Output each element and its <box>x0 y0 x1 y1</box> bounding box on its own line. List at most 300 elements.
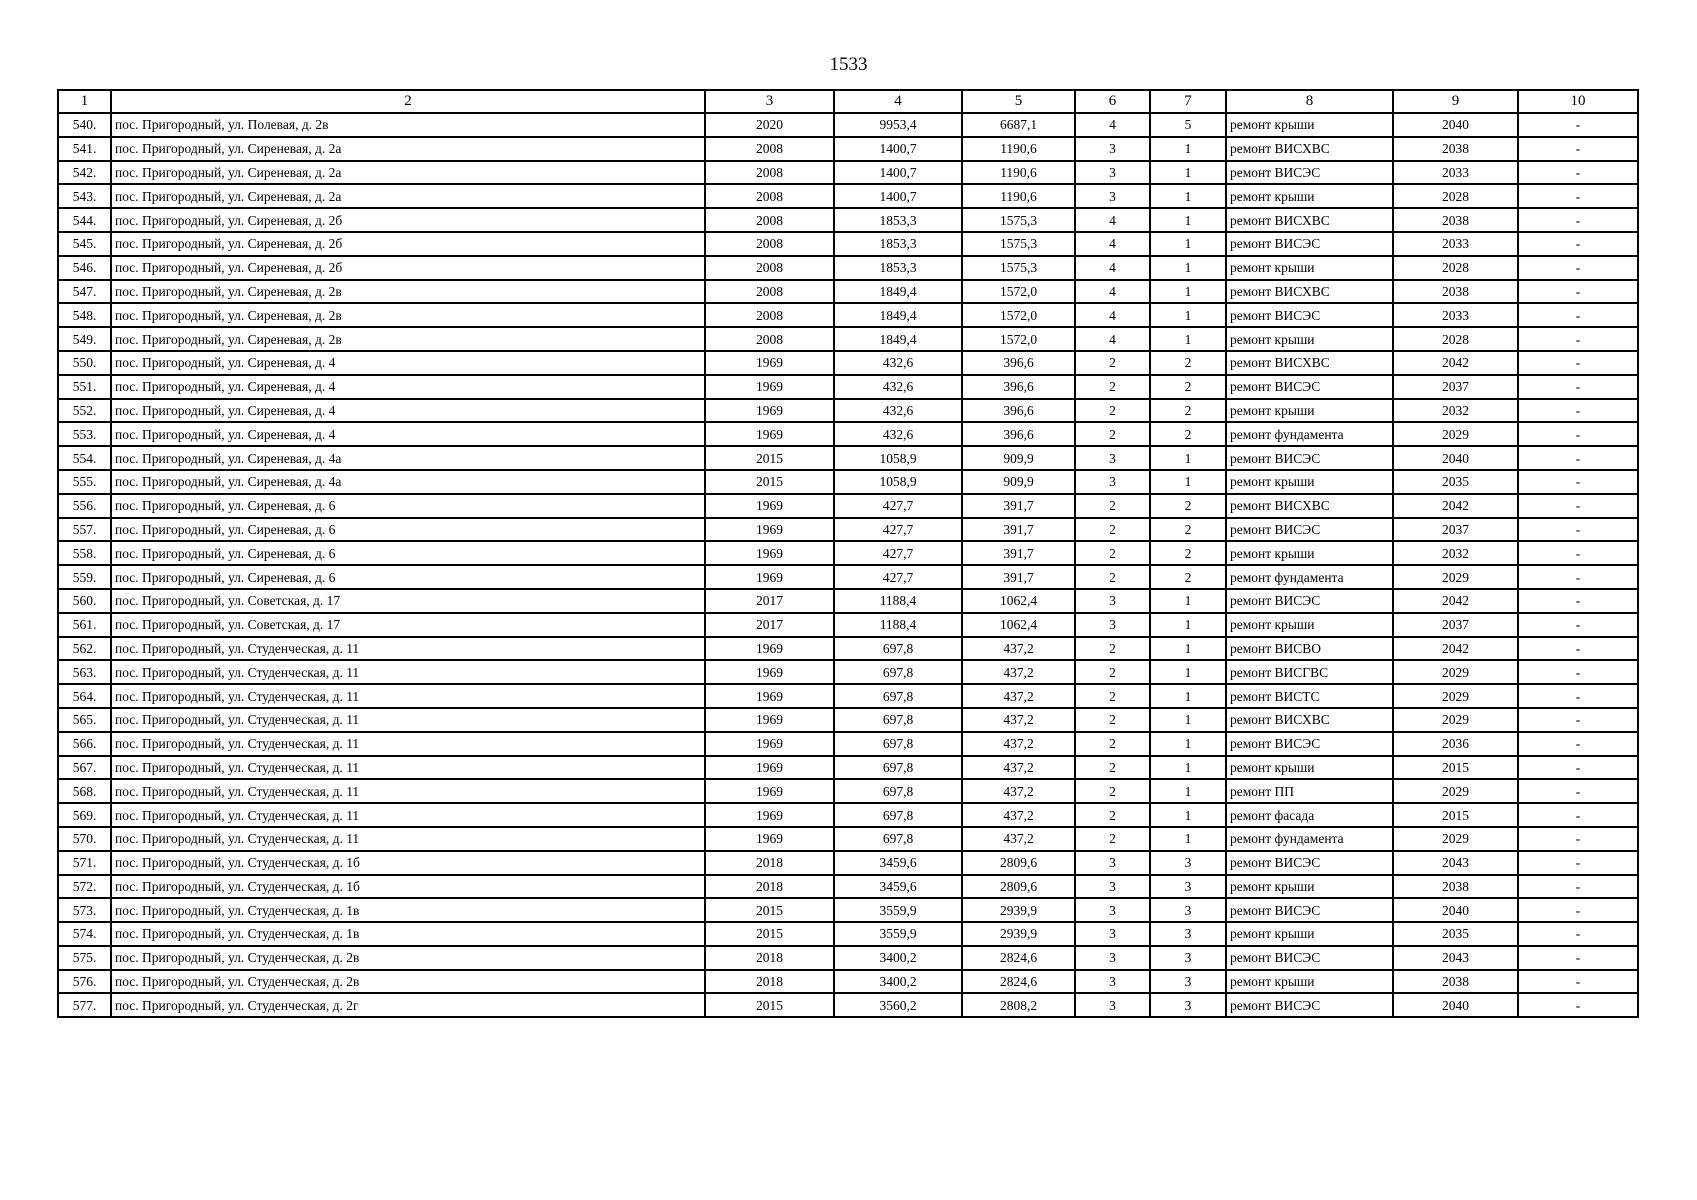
cell-floors: 3 <box>1075 137 1150 161</box>
cell-note: - <box>1518 303 1638 327</box>
cell-work-type: ремонт ВИСТС <box>1226 684 1393 708</box>
cell-address: пос. Пригородный, ул. Советская, д. 17 <box>111 589 705 613</box>
cell-total-area: 1058,9 <box>834 470 962 494</box>
cell-year-built: 2008 <box>705 137 834 161</box>
cell-living-area: 437,2 <box>962 637 1075 661</box>
cell-work-type: ремонт крыши <box>1226 613 1393 637</box>
table-row <box>58 303 1638 327</box>
cell-year-built: 1969 <box>705 827 834 851</box>
table-row <box>58 184 1638 208</box>
cell-repair-year: 2037 <box>1393 613 1518 637</box>
cell-address: пос. Пригородный, ул. Сиреневая, д. 2а <box>111 184 705 208</box>
cell-total-area: 1849,4 <box>834 327 962 351</box>
cell-row-number: 571. <box>58 851 111 875</box>
cell-floors: 2 <box>1075 708 1150 732</box>
cell-work-type: ремонт ВИСЭС <box>1226 589 1393 613</box>
cell-note: - <box>1518 970 1638 994</box>
cell-living-area: 2939,9 <box>962 898 1075 922</box>
table-row <box>58 446 1638 470</box>
cell-note: - <box>1518 851 1638 875</box>
cell-work-type: ремонт ВИСЭС <box>1226 232 1393 256</box>
cell-total-area: 3559,9 <box>834 898 962 922</box>
cell-address: пос. Пригородный, ул. Сиреневая, д. 6 <box>111 494 705 518</box>
cell-total-area: 3459,6 <box>834 851 962 875</box>
cell-floors: 3 <box>1075 446 1150 470</box>
cell-entrances: 2 <box>1150 565 1226 589</box>
cell-living-area: 2808,2 <box>962 993 1075 1017</box>
cell-floors: 2 <box>1075 779 1150 803</box>
cell-row-number: 574. <box>58 922 111 946</box>
cell-floors: 2 <box>1075 684 1150 708</box>
table-row <box>58 851 1638 875</box>
cell-repair-year: 2032 <box>1393 399 1518 423</box>
cell-row-number: 554. <box>58 446 111 470</box>
cell-repair-year: 2038 <box>1393 280 1518 304</box>
cell-total-area: 1853,3 <box>834 232 962 256</box>
cell-entrances: 1 <box>1150 613 1226 637</box>
cell-note: - <box>1518 922 1638 946</box>
cell-year-built: 1969 <box>705 541 834 565</box>
cell-row-number: 569. <box>58 803 111 827</box>
cell-row-number: 575. <box>58 946 111 970</box>
cell-total-area: 1400,7 <box>834 137 962 161</box>
cell-floors: 3 <box>1075 875 1150 899</box>
table-row <box>58 422 1638 446</box>
cell-year-built: 1969 <box>705 684 834 708</box>
cell-floors: 3 <box>1075 898 1150 922</box>
table-row <box>58 708 1638 732</box>
cell-living-area: 1572,0 <box>962 327 1075 351</box>
cell-living-area: 1575,3 <box>962 256 1075 280</box>
cell-floors: 2 <box>1075 732 1150 756</box>
cell-year-built: 2017 <box>705 613 834 637</box>
cell-floors: 4 <box>1075 208 1150 232</box>
cell-floors: 2 <box>1075 660 1150 684</box>
cell-address: пос. Пригородный, ул. Студенческая, д. 1б <box>111 851 705 875</box>
cell-work-type: ремонт ВИСЭС <box>1226 946 1393 970</box>
cell-floors: 2 <box>1075 827 1150 851</box>
table-row <box>58 565 1638 589</box>
cell-year-built: 1969 <box>705 779 834 803</box>
table-row <box>58 280 1638 304</box>
cell-address: пос. Пригородный, ул. Сиреневая, д. 2а <box>111 137 705 161</box>
cell-address: пос. Пригородный, ул. Студенческая, д. 2г <box>111 993 705 1017</box>
cell-repair-year: 2040 <box>1393 898 1518 922</box>
cell-living-area: 1575,3 <box>962 208 1075 232</box>
cell-living-area: 437,2 <box>962 779 1075 803</box>
cell-row-number: 546. <box>58 256 111 280</box>
cell-row-number: 561. <box>58 613 111 637</box>
cell-living-area: 1575,3 <box>962 232 1075 256</box>
column-header-2: 2 <box>111 90 705 113</box>
cell-repair-year: 2029 <box>1393 565 1518 589</box>
table-row <box>58 494 1638 518</box>
cell-note: - <box>1518 208 1638 232</box>
cell-address: пос. Пригородный, ул. Сиреневая, д. 2в <box>111 280 705 304</box>
cell-row-number: 540. <box>58 113 111 137</box>
cell-floors: 3 <box>1075 922 1150 946</box>
cell-entrances: 2 <box>1150 422 1226 446</box>
cell-year-built: 2008 <box>705 303 834 327</box>
cell-floors: 4 <box>1075 113 1150 137</box>
cell-row-number: 544. <box>58 208 111 232</box>
cell-year-built: 1969 <box>705 708 834 732</box>
cell-row-number: 541. <box>58 137 111 161</box>
cell-work-type: ремонт ВИСЭС <box>1226 161 1393 185</box>
cell-repair-year: 2029 <box>1393 779 1518 803</box>
cell-row-number: 542. <box>58 161 111 185</box>
cell-floors: 2 <box>1075 422 1150 446</box>
cell-living-area: 391,7 <box>962 518 1075 542</box>
cell-living-area: 437,2 <box>962 708 1075 732</box>
cell-row-number: 547. <box>58 280 111 304</box>
cell-work-type: ремонт крыши <box>1226 470 1393 494</box>
cell-total-area: 1849,4 <box>834 303 962 327</box>
cell-total-area: 1188,4 <box>834 589 962 613</box>
cell-row-number: 558. <box>58 541 111 565</box>
cell-total-area: 427,7 <box>834 565 962 589</box>
cell-note: - <box>1518 756 1638 780</box>
cell-work-type: ремонт ПП <box>1226 779 1393 803</box>
cell-note: - <box>1518 803 1638 827</box>
table-row <box>58 732 1638 756</box>
cell-entrances: 1 <box>1150 232 1226 256</box>
cell-row-number: 559. <box>58 565 111 589</box>
cell-work-type: ремонт ВИСВО <box>1226 637 1393 661</box>
cell-address: пос. Пригородный, ул. Сиреневая, д. 2в <box>111 327 705 351</box>
table-row <box>58 399 1638 423</box>
cell-row-number: 553. <box>58 422 111 446</box>
cell-entrances: 2 <box>1150 399 1226 423</box>
cell-row-number: 577. <box>58 993 111 1017</box>
table-row <box>58 946 1638 970</box>
cell-row-number: 551. <box>58 375 111 399</box>
cell-row-number: 565. <box>58 708 111 732</box>
cell-note: - <box>1518 494 1638 518</box>
cell-floors: 2 <box>1075 494 1150 518</box>
cell-year-built: 1969 <box>705 422 834 446</box>
table-row <box>58 589 1638 613</box>
column-header-4: 4 <box>834 90 962 113</box>
cell-row-number: 549. <box>58 327 111 351</box>
table-row <box>58 518 1638 542</box>
cell-repair-year: 2036 <box>1393 732 1518 756</box>
cell-note: - <box>1518 518 1638 542</box>
table-row <box>58 803 1638 827</box>
cell-floors: 4 <box>1075 256 1150 280</box>
cell-work-type: ремонт крыши <box>1226 970 1393 994</box>
table-row <box>58 232 1638 256</box>
cell-row-number: 566. <box>58 732 111 756</box>
cell-floors: 3 <box>1075 993 1150 1017</box>
table-row <box>58 351 1638 375</box>
table-header-row <box>58 90 1638 113</box>
table-row <box>58 137 1638 161</box>
column-header-8: 8 <box>1226 90 1393 113</box>
cell-row-number: 550. <box>58 351 111 375</box>
cell-note: - <box>1518 875 1638 899</box>
cell-row-number: 564. <box>58 684 111 708</box>
cell-living-area: 391,7 <box>962 565 1075 589</box>
cell-floors: 2 <box>1075 351 1150 375</box>
cell-entrances: 1 <box>1150 280 1226 304</box>
cell-total-area: 697,8 <box>834 637 962 661</box>
cell-year-built: 1969 <box>705 660 834 684</box>
cell-repair-year: 2040 <box>1393 113 1518 137</box>
table-body <box>58 113 1638 1017</box>
cell-entrances: 1 <box>1150 327 1226 351</box>
cell-address: пос. Пригородный, ул. Сиреневая, д. 2б <box>111 208 705 232</box>
cell-entrances: 1 <box>1150 161 1226 185</box>
cell-note: - <box>1518 470 1638 494</box>
cell-work-type: ремонт ВИСЭС <box>1226 732 1393 756</box>
cell-work-type: ремонт крыши <box>1226 399 1393 423</box>
cell-row-number: 570. <box>58 827 111 851</box>
cell-year-built: 2008 <box>705 208 834 232</box>
table-row <box>58 541 1638 565</box>
cell-work-type: ремонт крыши <box>1226 184 1393 208</box>
cell-row-number: 555. <box>58 470 111 494</box>
cell-address: пос. Пригородный, ул. Студенческая, д. 11 <box>111 803 705 827</box>
cell-total-area: 1400,7 <box>834 184 962 208</box>
cell-total-area: 697,8 <box>834 660 962 684</box>
cell-entrances: 3 <box>1150 898 1226 922</box>
cell-address: пос. Пригородный, ул. Студенческая, д. 2в <box>111 970 705 994</box>
table-row <box>58 875 1638 899</box>
cell-work-type: ремонт крыши <box>1226 256 1393 280</box>
cell-living-area: 396,6 <box>962 399 1075 423</box>
cell-repair-year: 2029 <box>1393 422 1518 446</box>
cell-address: пос. Пригородный, ул. Сиреневая, д. 4а <box>111 470 705 494</box>
cell-entrances: 3 <box>1150 970 1226 994</box>
cell-living-area: 396,6 <box>962 351 1075 375</box>
cell-entrances: 3 <box>1150 851 1226 875</box>
cell-row-number: 562. <box>58 637 111 661</box>
cell-year-built: 1969 <box>705 637 834 661</box>
cell-living-area: 437,2 <box>962 732 1075 756</box>
cell-living-area: 1190,6 <box>962 184 1075 208</box>
cell-entrances: 1 <box>1150 137 1226 161</box>
table-row <box>58 827 1638 851</box>
cell-repair-year: 2042 <box>1393 637 1518 661</box>
table-row <box>58 375 1638 399</box>
cell-year-built: 2018 <box>705 851 834 875</box>
cell-work-type: ремонт фундамента <box>1226 827 1393 851</box>
column-header-3: 3 <box>705 90 834 113</box>
table-row <box>58 161 1638 185</box>
column-header-5: 5 <box>962 90 1075 113</box>
cell-entrances: 1 <box>1150 256 1226 280</box>
cell-year-built: 2017 <box>705 589 834 613</box>
cell-address: пос. Пригородный, ул. Сиреневая, д. 4 <box>111 375 705 399</box>
cell-repair-year: 2029 <box>1393 708 1518 732</box>
cell-address: пос. Пригородный, ул. Сиреневая, д. 4 <box>111 399 705 423</box>
cell-total-area: 697,8 <box>834 708 962 732</box>
cell-work-type: ремонт крыши <box>1226 922 1393 946</box>
cell-living-area: 909,9 <box>962 470 1075 494</box>
cell-entrances: 1 <box>1150 803 1226 827</box>
cell-repair-year: 2038 <box>1393 208 1518 232</box>
cell-year-built: 2008 <box>705 161 834 185</box>
cell-row-number: 572. <box>58 875 111 899</box>
cell-address: пос. Пригородный, ул. Сиреневая, д. 6 <box>111 565 705 589</box>
cell-row-number: 545. <box>58 232 111 256</box>
cell-entrances: 1 <box>1150 184 1226 208</box>
table-row <box>58 113 1638 137</box>
cell-repair-year: 2038 <box>1393 875 1518 899</box>
cell-note: - <box>1518 993 1638 1017</box>
table-row <box>58 208 1638 232</box>
table-row <box>58 779 1638 803</box>
cell-work-type: ремонт ВИСЭС <box>1226 993 1393 1017</box>
cell-entrances: 1 <box>1150 827 1226 851</box>
cell-living-area: 1572,0 <box>962 303 1075 327</box>
cell-year-built: 2008 <box>705 280 834 304</box>
cell-total-area: 432,6 <box>834 375 962 399</box>
cell-entrances: 1 <box>1150 446 1226 470</box>
cell-repair-year: 2038 <box>1393 970 1518 994</box>
cell-living-area: 437,2 <box>962 684 1075 708</box>
cell-address: пос. Пригородный, ул. Сиреневая, д. 2в <box>111 303 705 327</box>
cell-repair-year: 2028 <box>1393 256 1518 280</box>
cell-floors: 3 <box>1075 851 1150 875</box>
cell-address: пос. Пригородный, ул. Студенческая, д. 11 <box>111 827 705 851</box>
cell-note: - <box>1518 399 1638 423</box>
page-number: 1533 <box>829 54 868 75</box>
cell-entrances: 1 <box>1150 637 1226 661</box>
cell-entrances: 1 <box>1150 684 1226 708</box>
cell-entrances: 5 <box>1150 113 1226 137</box>
cell-living-area: 391,7 <box>962 494 1075 518</box>
cell-living-area: 1190,6 <box>962 161 1075 185</box>
cell-row-number: 567. <box>58 756 111 780</box>
cell-living-area: 2809,6 <box>962 875 1075 899</box>
cell-work-type: ремонт ВИСЭС <box>1226 518 1393 542</box>
cell-total-area: 3560,2 <box>834 993 962 1017</box>
cell-note: - <box>1518 184 1638 208</box>
cell-address: пос. Пригородный, ул. Сиреневая, д. 4 <box>111 422 705 446</box>
cell-row-number: 560. <box>58 589 111 613</box>
cell-work-type: ремонт ВИСХВС <box>1226 708 1393 732</box>
cell-repair-year: 2035 <box>1393 922 1518 946</box>
cell-year-built: 2018 <box>705 875 834 899</box>
cell-repair-year: 2042 <box>1393 589 1518 613</box>
cell-entrances: 3 <box>1150 875 1226 899</box>
cell-work-type: ремонт ВИСГВС <box>1226 660 1393 684</box>
cell-year-built: 1969 <box>705 494 834 518</box>
cell-address: пос. Пригородный, ул. Студенческая, д. 1б <box>111 875 705 899</box>
cell-repair-year: 2042 <box>1393 351 1518 375</box>
cell-living-area: 1572,0 <box>962 280 1075 304</box>
cell-note: - <box>1518 779 1638 803</box>
cell-year-built: 2018 <box>705 970 834 994</box>
cell-address: пос. Пригородный, ул. Полевая, д. 2в <box>111 113 705 137</box>
column-header-7: 7 <box>1150 90 1226 113</box>
cell-floors: 3 <box>1075 970 1150 994</box>
cell-work-type: ремонт фундамента <box>1226 422 1393 446</box>
cell-entrances: 2 <box>1150 494 1226 518</box>
cell-year-built: 2008 <box>705 256 834 280</box>
cell-entrances: 1 <box>1150 732 1226 756</box>
cell-repair-year: 2033 <box>1393 161 1518 185</box>
cell-living-area: 396,6 <box>962 422 1075 446</box>
cell-living-area: 437,2 <box>962 803 1075 827</box>
cell-address: пос. Пригородный, ул. Студенческая, д. 11 <box>111 779 705 803</box>
cell-entrances: 2 <box>1150 375 1226 399</box>
cell-address: пос. Пригородный, ул. Студенческая, д. 11 <box>111 708 705 732</box>
cell-year-built: 1969 <box>705 399 834 423</box>
cell-floors: 3 <box>1075 613 1150 637</box>
cell-note: - <box>1518 256 1638 280</box>
cell-work-type: ремонт ВИСЭС <box>1226 446 1393 470</box>
table-row <box>58 256 1638 280</box>
cell-floors: 4 <box>1075 327 1150 351</box>
cell-floors: 2 <box>1075 637 1150 661</box>
cell-year-built: 1969 <box>705 518 834 542</box>
cell-work-type: ремонт ВИСЭС <box>1226 303 1393 327</box>
cell-entrances: 3 <box>1150 993 1226 1017</box>
cell-repair-year: 2040 <box>1393 993 1518 1017</box>
cell-living-area: 1190,6 <box>962 137 1075 161</box>
cell-entrances: 1 <box>1150 470 1226 494</box>
cell-repair-year: 2015 <box>1393 803 1518 827</box>
table-row <box>58 756 1638 780</box>
cell-note: - <box>1518 565 1638 589</box>
cell-work-type: ремонт ВИСХВС <box>1226 351 1393 375</box>
cell-work-type: ремонт ВИСЭС <box>1226 851 1393 875</box>
cell-entrances: 2 <box>1150 541 1226 565</box>
cell-living-area: 2824,6 <box>962 970 1075 994</box>
cell-note: - <box>1518 637 1638 661</box>
cell-floors: 2 <box>1075 756 1150 780</box>
cell-floors: 3 <box>1075 589 1150 613</box>
cell-repair-year: 2037 <box>1393 518 1518 542</box>
table-row <box>58 613 1638 637</box>
cell-address: пос. Пригородный, ул. Студенческая, д. 11 <box>111 637 705 661</box>
cell-year-built: 2015 <box>705 470 834 494</box>
cell-total-area: 427,7 <box>834 518 962 542</box>
cell-floors: 4 <box>1075 232 1150 256</box>
cell-work-type: ремонт ВИСХВС <box>1226 280 1393 304</box>
cell-note: - <box>1518 161 1638 185</box>
cell-total-area: 9953,4 <box>834 113 962 137</box>
cell-total-area: 432,6 <box>834 422 962 446</box>
cell-entrances: 1 <box>1150 708 1226 732</box>
cell-note: - <box>1518 541 1638 565</box>
cell-year-built: 2008 <box>705 327 834 351</box>
cell-row-number: 576. <box>58 970 111 994</box>
cell-address: пос. Пригородный, ул. Студенческая, д. 1в <box>111 922 705 946</box>
cell-total-area: 432,6 <box>834 399 962 423</box>
cell-total-area: 1849,4 <box>834 280 962 304</box>
cell-address: пос. Пригородный, ул. Студенческая, д. 2в <box>111 946 705 970</box>
cell-floors: 2 <box>1075 803 1150 827</box>
cell-address: пос. Пригородный, ул. Студенческая, д. 1в <box>111 898 705 922</box>
cell-address: пос. Пригородный, ул. Сиреневая, д. 4а <box>111 446 705 470</box>
cell-total-area: 697,8 <box>834 827 962 851</box>
cell-year-built: 1969 <box>705 375 834 399</box>
cell-living-area: 2824,6 <box>962 946 1075 970</box>
cell-repair-year: 2029 <box>1393 684 1518 708</box>
cell-address: пос. Пригородный, ул. Сиреневая, д. 6 <box>111 518 705 542</box>
table-row <box>58 637 1638 661</box>
cell-address: пос. Пригородный, ул. Студенческая, д. 11 <box>111 684 705 708</box>
table-row <box>58 898 1638 922</box>
cell-year-built: 1969 <box>705 565 834 589</box>
cell-address: пос. Пригородный, ул. Сиреневая, д. 2б <box>111 232 705 256</box>
cell-repair-year: 2015 <box>1393 756 1518 780</box>
cell-year-built: 2015 <box>705 446 834 470</box>
